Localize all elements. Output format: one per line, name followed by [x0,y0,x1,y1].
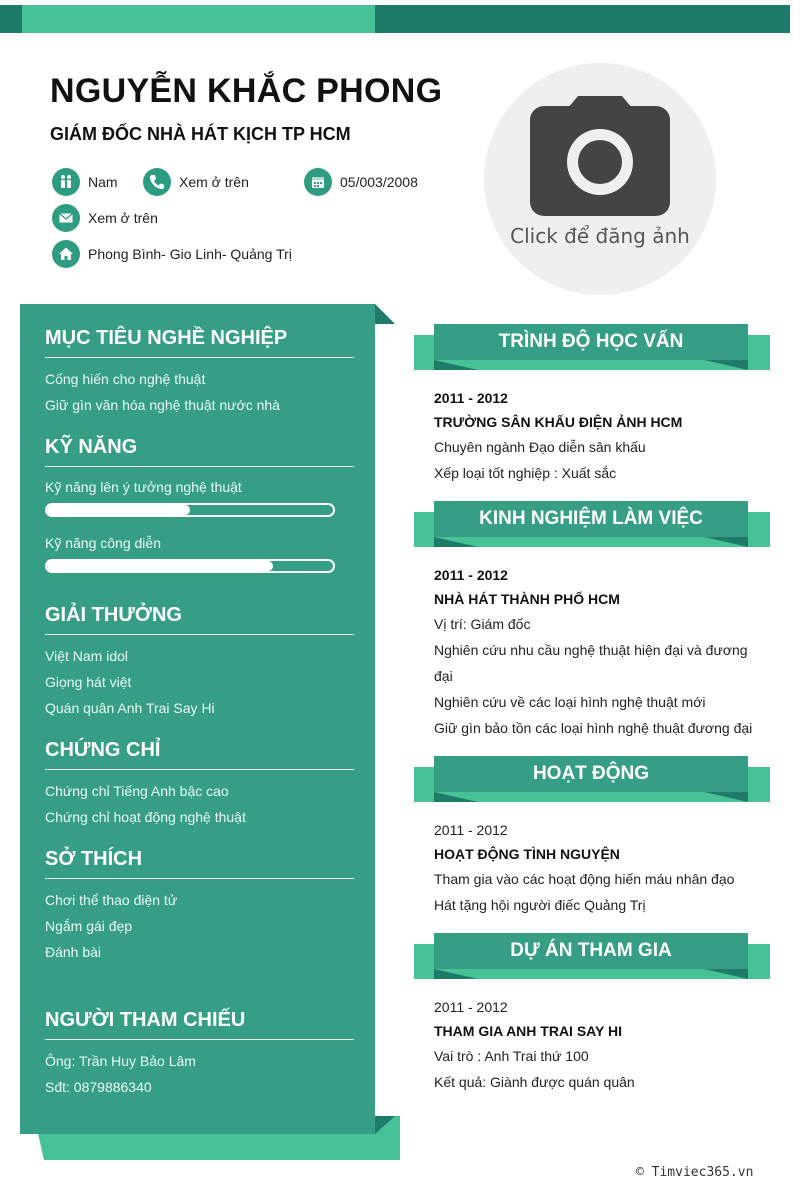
references-title[interactable]: NGƯỜI THAM CHIẾU [45,1009,354,1040]
photo-caption: Click để đăng ảnh [510,224,690,248]
gender-icon [52,168,80,196]
skill-bar[interactable] [45,503,335,517]
top-bar [0,5,790,33]
experience-position[interactable]: Vị trí: Giám đốc [434,616,531,632]
hobby-line[interactable]: Ngắm gái đẹp [45,918,133,934]
phone-field[interactable] [143,168,249,196]
reference-line[interactable]: Sđt: 0879886340 [45,1079,152,1095]
birthday-field[interactable] [304,168,418,196]
cert-line[interactable]: Chứng chỉ hoạt động nghệ thuật [45,809,246,825]
left-panel [20,304,375,1134]
experience-desc[interactable]: Nghiên cứu nhu cầu nghệ thuật hiện đại và đương đại [434,642,748,684]
birthday-value: 05/003/2008 [340,174,418,190]
award-line[interactable]: Việt Nam idol [45,648,129,664]
skill-bar-fill [47,505,190,515]
camera-icon [530,96,670,218]
reference-line[interactable]: Ông: Trần Huy Bảo Lâm [45,1053,196,1069]
phone-value: Xem ở trên [179,174,249,190]
photo-upload[interactable] [484,63,716,295]
activities-line[interactable]: Hát tặng hội người điếc Quảng Trị [434,897,646,913]
skill-bar-fill [47,561,273,571]
experience-title[interactable]: KINH NGHIỆM LÀM VIỆC [434,501,748,537]
objective-line[interactable]: Cống hiến cho nghệ thuật [45,371,206,387]
email-value: Xem ở trên [88,210,158,226]
activities-title[interactable]: HOẠT ĐỘNG [434,756,748,792]
skill-label[interactable]: Kỹ năng lên ý tưởng nghệ thuật [45,479,242,495]
skill-label[interactable]: Kỹ năng công diễn [45,535,161,551]
experience-org[interactable]: NHÀ HÁT THÀNH PHỐ HCM [434,591,620,607]
education-org[interactable]: TRƯỜNG SÂN KHẤU ĐIỆN ẢNH HCM [434,414,683,430]
email-field[interactable] [52,204,158,232]
projects-title[interactable]: DỰ ÁN THAM GIA [434,933,748,969]
cert-line[interactable]: Chứng chỉ Tiếng Anh bậc cao [45,783,229,799]
projects-line[interactable]: Vai trò : Anh Trai thứ 100 [434,1048,589,1064]
address-value: Phong Bình- Gio Linh- Quảng Trị [88,246,292,262]
experience-period[interactable]: 2011 - 2012 [434,567,508,583]
projects-line[interactable]: Kết quả: Giành được quán quân [434,1074,635,1090]
gender-field[interactable] [52,168,118,196]
skills-title[interactable]: KỸ NĂNG [45,436,354,467]
projects-period[interactable]: 2011 - 2012 [434,999,508,1015]
projects-org[interactable]: THAM GIA ANH TRAI SAY HI [434,1023,622,1039]
experience-line[interactable]: Giữ gìn bảo tồn các loại hình nghệ thuật đương đại [434,720,753,736]
job-title[interactable]: GIÁM ĐỐC NHÀ HÁT KỊCH TP HCM [50,124,351,144]
activities-line[interactable]: Tham gia vào các hoạt động hiến máu nhân đạo [434,871,735,887]
skill-bar[interactable] [45,559,335,573]
projects-ribbon [414,933,770,979]
education-title[interactable]: TRÌNH ĐỘ HỌC VẤN [434,324,748,360]
footer-credit: © Timviec365.vn [636,1165,754,1180]
panel-fold-top [375,304,395,324]
activities-period[interactable]: 2011 - 2012 [434,822,508,838]
awards-title[interactable]: GIẢI THƯỞNG [45,604,354,635]
candidate-name[interactable]: NGUYỄN KHẮC PHONG [50,72,443,110]
activities-org[interactable]: HOẠT ĐỘNG TÌNH NGUYỆN [434,846,620,862]
experience-ribbon [414,501,770,547]
email-icon [52,204,80,232]
experience-line[interactable]: Nghiên cứu về các loại hình nghệ thuật mới [434,694,706,710]
phone-icon [143,168,171,196]
hobbies-title[interactable]: SỞ THÍCH [45,848,354,879]
award-line[interactable]: Quán quân Anh Trai Say Hi [45,700,215,716]
objective-line[interactable]: Giữ gìn văn hóa nghệ thuật nước nhà [45,397,280,413]
education-line[interactable]: Xếp loại tốt nghiệp : Xuất sắc [434,465,617,481]
home-icon [52,240,80,268]
hobby-line[interactable]: Chơi thể thao điện tử [45,892,178,908]
award-line[interactable]: Giọng hát việt [45,674,132,690]
activities-ribbon [414,756,770,802]
education-period[interactable]: 2011 - 2012 [434,390,508,406]
objective-title[interactable]: MỤC TIÊU NGHỀ NGHIỆP [45,327,354,358]
hobby-line[interactable]: Đánh bài [45,944,102,960]
calendar-icon [304,168,332,196]
education-ribbon [414,324,770,370]
gender-value: Nam [88,174,118,190]
top-bar-accent [22,5,375,33]
address-field[interactable] [52,240,292,268]
education-line[interactable]: Chuyên ngành Đạo diễn sân khấu [434,439,646,455]
certs-title[interactable]: CHỨNG CHỈ [45,739,354,770]
